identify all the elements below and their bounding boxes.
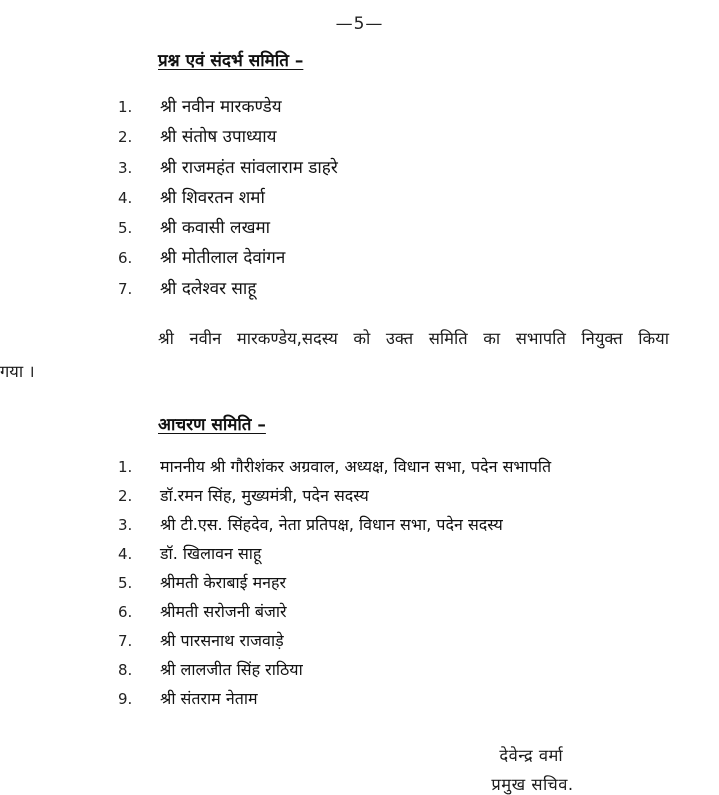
document-body [0,48,719,795]
document-page [0,14,719,794]
list-item-label: श्री राजमहंत सांवलाराम डाहरे [160,157,338,178]
section-heading-conduct-committee: आचरण समिति – [158,414,266,435]
list-item-label: श्री शिवरतन शर्मा [160,187,265,208]
list-item-label: श्रीमती केराबाई मनहर [160,572,287,592]
list-item [118,486,679,506]
list-item-number: 4. [118,544,133,563]
list-item-label: माननीय श्री गौरीशंकर अग्रवाल, अध्यक्ष, विधान सभा, पदेन सभापति [160,456,552,476]
list-item [118,515,679,535]
list-item-number: 2. [118,486,133,505]
list-item-number: 2. [118,128,133,147]
list-item-label: श्री संतोष उपाध्याय [160,127,277,148]
appointment-paragraph [0,326,679,382]
list-item-number: 6. [118,602,133,621]
list-item [118,544,679,564]
list-item-number: 6. [118,249,133,268]
committee-member-list-1 [118,97,679,300]
appointment-paragraph-middle: को उक्त समिति का [337,328,516,348]
list-item-label: श्रीमती सरोजनी बंजारे [160,601,287,621]
list-item [118,248,679,269]
signatory-name: देवेन्द्र वर्मा [499,745,564,765]
appointment-paragraph-line-2: गया । [0,361,35,381]
list-item-number: 1. [118,457,133,476]
list-item [118,573,679,593]
list-item-number: 8. [118,660,133,679]
list-item-number: 9. [118,689,133,708]
list-item [118,127,679,148]
list-item-number: 4. [118,188,133,207]
committee-member-list-2 [118,457,679,709]
list-item [118,97,679,118]
list-item-number: 7. [118,631,133,650]
list-item [118,188,679,209]
list-item [118,602,679,622]
list-item-number: 5. [118,219,133,237]
appointment-paragraph-after: नियुक्त किया [565,328,670,348]
list-item-label: श्री लालजीत सिंह राठिया [160,659,303,679]
appointed-post: सभापति [515,328,566,348]
appointment-paragraph-line-1 [118,326,679,349]
signatory-title: प्रमुख सचिव. [491,774,574,794]
list-item-number: 3. [118,158,133,177]
list-item [118,660,679,680]
section-heading-question-reference-committee: प्रश्न एवं संदर्भ समिति – [158,51,304,71]
list-item-label: श्री दलेश्वर साहू [160,278,257,299]
page-number: —5— [335,14,384,34]
list-item-number: 7. [118,279,133,298]
list-item-number: 1. [118,98,133,116]
list-item-label: श्री कवासी लखमा [160,218,271,238]
list-item [118,631,679,651]
list-item [118,279,679,300]
list-item-label: श्री नवीन मारकण्डेय [160,97,282,117]
list-item-label: श्री टी.एस. सिंहदेव, नेता प्रतिपक्ष, विधान सभा, पदेन सदस्य [160,514,503,534]
list-item [118,457,679,477]
list-item [118,689,679,709]
list-item-label: श्री पारसनाथ राजवाड़े [160,630,284,650]
list-item [118,218,679,239]
list-item-label: डॉ.रमन सिंह, मुख्यमंत्री, पदेन सदस्य [160,485,369,505]
appointed-member-name: श्री नवीन मारकण्डेय,सदस्य [158,328,338,348]
list-item [118,158,679,179]
list-item-number: 3. [118,515,133,534]
list-item-label: श्री संतराम नेताम [160,688,258,708]
list-item-label: श्री मोतीलाल देवांगन [160,248,286,269]
list-item-label: डॉ. खिलावन साहू [160,543,262,563]
list-item-number: 5. [118,573,133,592]
signature-block [118,743,679,795]
